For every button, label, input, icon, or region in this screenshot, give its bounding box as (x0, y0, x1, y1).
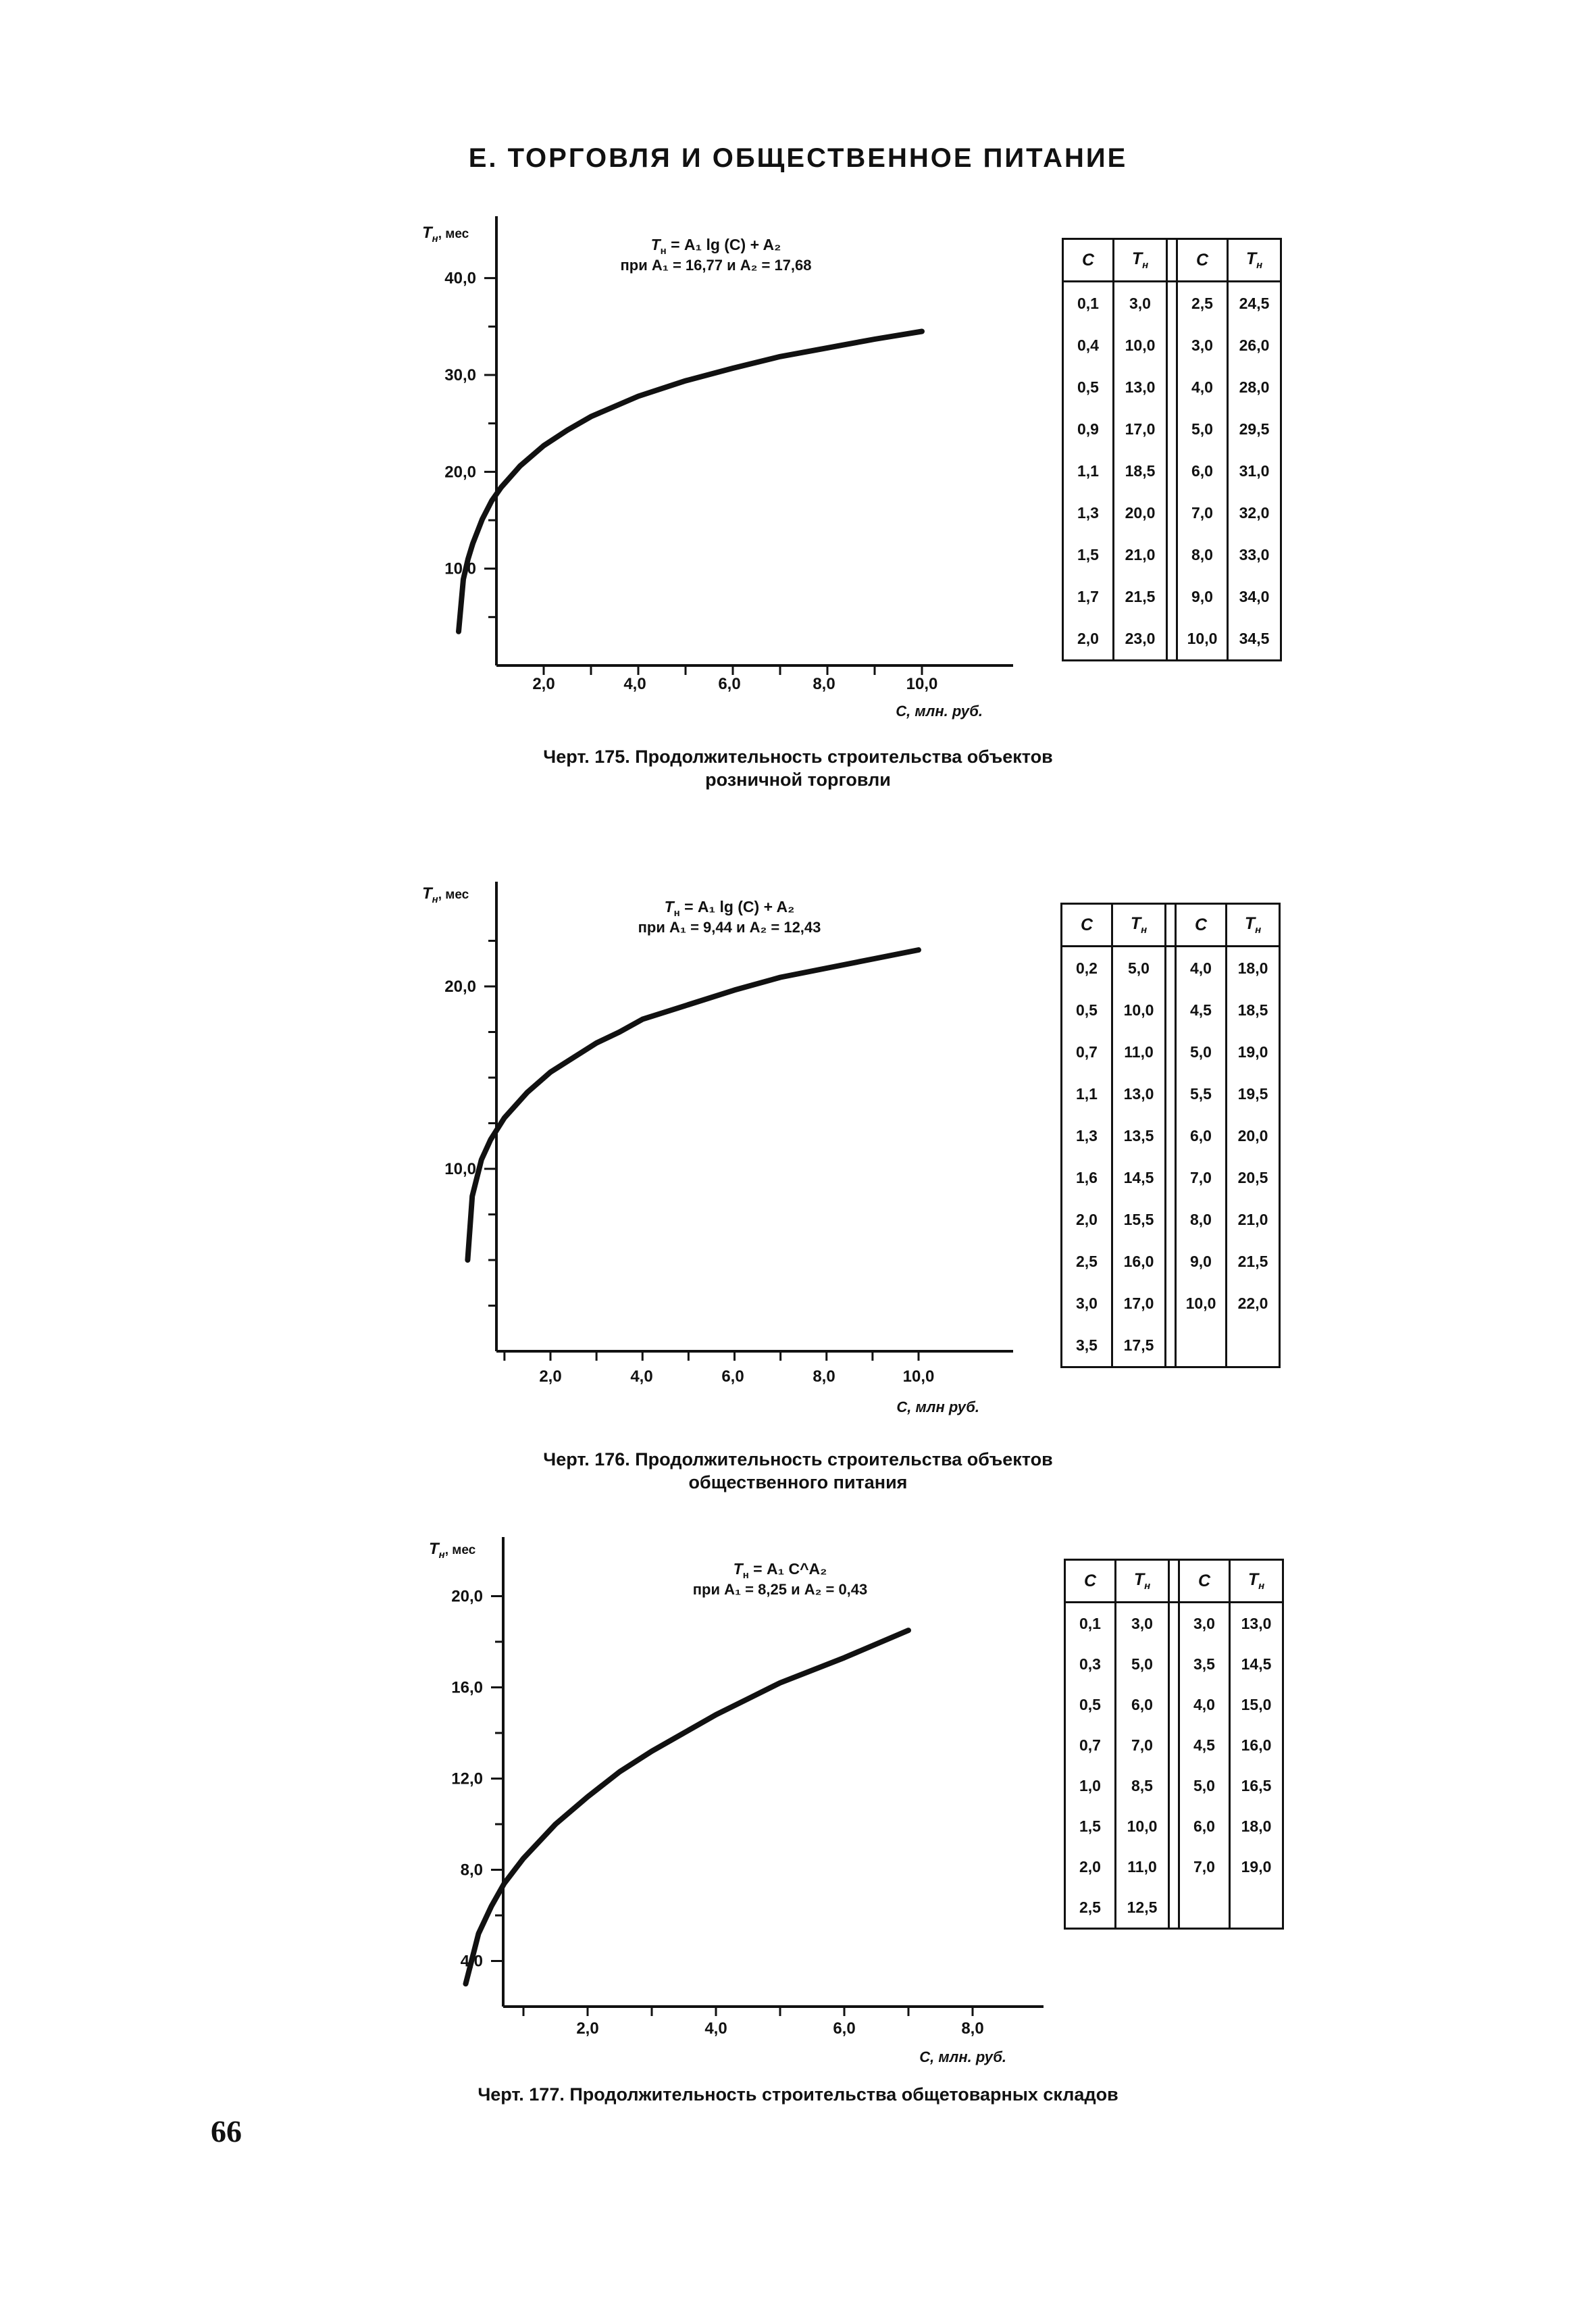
table-cell: 13,0 (1112, 1073, 1166, 1115)
table-header-row (1065, 1560, 1283, 1603)
table-cell: 5,0 (1112, 947, 1166, 990)
table-cell: 5,0 (1179, 1765, 1230, 1806)
table-cell: 18,0 (1230, 1806, 1283, 1846)
table-cell: 15,0 (1230, 1684, 1283, 1725)
data-point (715, 1714, 717, 1715)
table-cell: 10,0 (1176, 1282, 1227, 1324)
table-cell: 17,0 (1114, 408, 1167, 450)
x-axis-label: С, млн руб. (896, 1399, 979, 1415)
table-cell: 26,0 (1228, 324, 1281, 366)
table-cell: 14,5 (1112, 1157, 1166, 1199)
table-cell: 21,0 (1227, 1199, 1280, 1240)
y-tick-label: 20,0 (451, 1587, 483, 1606)
table-cell: 1,1 (1063, 450, 1114, 492)
data-point (684, 1732, 685, 1734)
x-tick-label: 2,0 (539, 1367, 562, 1386)
table-gap (1169, 1846, 1179, 1887)
x-tick-label: 4,0 (623, 675, 646, 693)
table-gap (1169, 1765, 1179, 1806)
table-cell: 3,0 (1114, 282, 1167, 325)
table-cell: 33,0 (1228, 534, 1281, 576)
page-number: 66 (211, 2114, 242, 2148)
header-duration: $T_н$ (1116, 1560, 1169, 1603)
table-cell: 28,0 (1228, 366, 1281, 408)
table-cell: 2,0 (1065, 1846, 1116, 1887)
table-cell: 0,9 (1063, 408, 1114, 450)
table-cell: 1,5 (1063, 534, 1114, 576)
data-point (523, 1858, 524, 1859)
table-cell: 21,5 (1114, 576, 1167, 618)
table-gap (1169, 1644, 1179, 1684)
table-row (1065, 1765, 1283, 1806)
y-tick-label: 30,0 (444, 366, 476, 384)
table-cell: 5,0 (1116, 1644, 1169, 1684)
y-tick-label: 16,0 (451, 1678, 483, 1697)
table-cell: 0,3 (1065, 1644, 1116, 1684)
table-cell: 12,5 (1116, 1887, 1169, 1929)
x-tick-label: 2,0 (576, 2019, 599, 2038)
table-cell: 1,3 (1062, 1115, 1112, 1157)
x-tick-label: 8,0 (813, 1367, 835, 1386)
table-cell: 18,5 (1227, 989, 1280, 1031)
x-tick-label: 4,0 (630, 1367, 653, 1386)
table-cell: 16,0 (1230, 1725, 1283, 1765)
table-cell: 13,0 (1114, 366, 1167, 408)
y-axis-label: $T_н^{, мес}$ (422, 224, 469, 245)
table-cell: 7,0 (1116, 1725, 1169, 1765)
table-cell: 6,0 (1116, 1684, 1169, 1725)
table-cell: 19,0 (1227, 1031, 1280, 1073)
y-tick-label: 8,0 (460, 1861, 483, 1880)
y-tick-label: 4,0 (460, 1952, 483, 1971)
table-cell: 17,0 (1112, 1282, 1166, 1324)
table-cell: 0,2 (1062, 947, 1112, 990)
table-cell: 15,5 (1112, 1199, 1166, 1240)
formula: $T_н = A_1$ lg (C) + A₂ (650, 236, 781, 257)
table-cell: 24,5 (1228, 282, 1281, 325)
table-cell: 8,0 (1177, 534, 1228, 576)
table-cell: 10,0 (1114, 324, 1167, 366)
table-cell: 1,7 (1063, 576, 1114, 618)
data-point (587, 1796, 588, 1798)
table-cell: 6,0 (1177, 450, 1228, 492)
table-cell: 9,0 (1176, 1240, 1227, 1282)
table-cell: 16,5 (1230, 1765, 1283, 1806)
data-point (779, 1682, 781, 1684)
table-cell: 3,0 (1179, 1603, 1230, 1644)
table-cell: 3,5 (1179, 1644, 1230, 1684)
table-cell: 0,5 (1062, 989, 1112, 1031)
caption-177 (0, 2083, 1596, 2106)
table-row (1065, 1644, 1283, 1684)
x-tick-label: 6,0 (718, 675, 741, 693)
table-cell: 18,0 (1227, 947, 1280, 990)
formula-parameters: при A₁ = 8,25 и A₂ = 0,43 (692, 1581, 868, 1598)
formula-parameters: при A₁ = 16,77 и A₂ = 17,68 (620, 257, 812, 274)
table-cell: 9,0 (1177, 576, 1228, 618)
header-duration: $T_н$ (1227, 904, 1280, 947)
y-tick-label: 10,0 (444, 1160, 476, 1178)
x-tick-label: 4,0 (704, 2019, 727, 2038)
table-cell: 17,5 (1112, 1324, 1166, 1367)
table-cell: 4,0 (1179, 1684, 1230, 1725)
table-cell: 34,5 (1228, 618, 1281, 661)
table-row (1065, 1684, 1283, 1725)
header-cost: С (1063, 239, 1114, 282)
table-cell: 13,0 (1230, 1603, 1283, 1644)
caption-line-1: Черт. 177. Продолжительность строительства общетоварных складов (478, 2084, 1118, 2105)
table-cell: 7,0 (1179, 1846, 1230, 1887)
table-cell (1179, 1887, 1230, 1929)
table-cell: 10,0 (1177, 618, 1228, 661)
table-row (1065, 1887, 1283, 1929)
table-cell: 6,0 (1179, 1806, 1230, 1846)
header-cost: С (1177, 239, 1228, 282)
table-cell: 0,1 (1063, 282, 1114, 325)
series-line (466, 1630, 909, 1984)
table-cell: 1,6 (1062, 1157, 1112, 1199)
header-cost: С (1176, 904, 1227, 947)
caption-line-2: розничной торговли (705, 770, 891, 790)
table-cell: 2,5 (1177, 282, 1228, 325)
table-cell: 32,0 (1228, 492, 1281, 534)
table-cell: 1,5 (1065, 1806, 1116, 1846)
table-cell: 19,0 (1230, 1846, 1283, 1887)
table-cell: 0,7 (1065, 1725, 1116, 1765)
x-axis-label: С, млн. руб. (896, 703, 983, 720)
x-tick-label: 6,0 (833, 2019, 856, 2038)
data-point (651, 1751, 652, 1752)
table-cell: 8,5 (1116, 1765, 1169, 1806)
table-cell: 10,0 (1116, 1806, 1169, 1846)
table-cell: 3,0 (1177, 324, 1228, 366)
y-tick-label: 40,0 (444, 269, 476, 288)
table-cell: 20,5 (1227, 1157, 1280, 1199)
table-cell: 3,0 (1062, 1282, 1112, 1324)
table-gap (1169, 1560, 1179, 1603)
formula-parameters: при A₁ = 9,44 и A₂ = 12,43 (638, 919, 821, 936)
data-point (465, 1983, 467, 1984)
data-point (555, 1823, 557, 1825)
table-row (1065, 1806, 1283, 1846)
table-cell: 2,5 (1062, 1240, 1112, 1282)
table-cell: 8,0 (1176, 1199, 1227, 1240)
table-cell: 34,0 (1228, 576, 1281, 618)
header-duration: $T_н$ (1114, 239, 1167, 282)
y-tick-label: 20,0 (444, 978, 476, 996)
table-cell: 1,0 (1065, 1765, 1116, 1806)
table-cell: 5,5 (1176, 1073, 1227, 1115)
header-cost: С (1065, 1560, 1116, 1603)
table-cell: 29,5 (1228, 408, 1281, 450)
table-cell: 4,5 (1176, 989, 1227, 1031)
header-cost: С (1062, 904, 1112, 947)
x-tick-label: 8,0 (813, 675, 835, 693)
table-cell: 0,5 (1063, 366, 1114, 408)
x-axis-label: С, млн. руб. (919, 2048, 1006, 2065)
table-cell: 1,1 (1062, 1073, 1112, 1115)
data-point (504, 1883, 505, 1884)
table-gap (1169, 1725, 1179, 1765)
table-cell: 0,5 (1065, 1684, 1116, 1725)
table-cell: 16,0 (1112, 1240, 1166, 1282)
header-duration: $T_н$ (1112, 904, 1166, 947)
table-cell: 20,0 (1227, 1115, 1280, 1157)
x-tick-label: 10,0 (902, 1367, 935, 1386)
table-cell: 4,0 (1177, 366, 1228, 408)
table-cell: 4,5 (1179, 1725, 1230, 1765)
table-gap (1169, 1887, 1179, 1929)
caption-line-1: Черт. 175. Продолжительность строительства объектов (543, 747, 1053, 767)
table-cell: 10,0 (1112, 989, 1166, 1031)
table-cell: 7,0 (1177, 492, 1228, 534)
table-cell: 4,0 (1176, 947, 1227, 990)
formula: $T_н = A_1$ C^A₂ (733, 1560, 827, 1581)
data-point (908, 1630, 909, 1631)
caption-line-2: общественного питания (688, 1472, 908, 1492)
table-cell: 19,5 (1227, 1073, 1280, 1115)
table-cell: 2,0 (1063, 618, 1114, 661)
table-cell: 23,0 (1114, 618, 1167, 661)
table-cell (1230, 1887, 1283, 1929)
table-cell: 14,5 (1230, 1644, 1283, 1684)
table-row (1065, 1603, 1283, 1644)
header-cost: С (1179, 1560, 1230, 1603)
table-cell: 20,0 (1114, 492, 1167, 534)
table-row (1065, 1725, 1283, 1765)
y-tick-label: 20,0 (444, 463, 476, 482)
data-point (844, 1657, 845, 1659)
x-tick-label: 6,0 (721, 1367, 744, 1386)
table-cell: 0,7 (1062, 1031, 1112, 1073)
x-tick-label: 10,0 (906, 675, 938, 693)
table-cell: 13,5 (1112, 1115, 1166, 1157)
table-cell: 21,5 (1227, 1240, 1280, 1282)
table-gap (1169, 1684, 1179, 1725)
table-cell: 11,0 (1112, 1031, 1166, 1073)
data-point (619, 1771, 621, 1772)
table-cell: 0,4 (1063, 324, 1114, 366)
table-cell: 6,0 (1176, 1115, 1227, 1157)
caption-line-1: Черт. 176. Продолжительность строительства объектов (543, 1449, 1053, 1469)
section-title: Е. ТОРГОВЛЯ И ОБЩЕСТВЕННОЕ ПИТАНИЕ (468, 143, 1128, 173)
table-gap (1169, 1806, 1179, 1846)
table-cell: 7,0 (1176, 1157, 1227, 1199)
table-cell: 0,1 (1065, 1603, 1116, 1644)
table-row (1065, 1846, 1283, 1887)
data-point (491, 1906, 492, 1907)
table-cell: 11,0 (1116, 1846, 1169, 1887)
data-table-177 (1064, 1559, 1284, 1930)
table-cell: 5,0 (1177, 408, 1228, 450)
x-tick-label: 2,0 (532, 675, 555, 693)
table-cell: 1,3 (1063, 492, 1114, 534)
data-point (748, 1698, 749, 1699)
y-axis-label: $T_н^{, мес}$ (422, 884, 469, 905)
table-cell: 21,0 (1114, 534, 1167, 576)
data-point (478, 1933, 480, 1934)
table-gap (1169, 1603, 1179, 1644)
header-duration: $T_н$ (1230, 1560, 1283, 1603)
table-cell: 2,5 (1065, 1887, 1116, 1929)
table-cell: 31,0 (1228, 450, 1281, 492)
formula: $T_н = A_1$ lg (C) + A₂ (664, 898, 795, 919)
x-tick-label: 8,0 (961, 2019, 984, 2038)
y-tick-label: 12,0 (451, 1769, 483, 1788)
header-duration: $T_н$ (1228, 239, 1281, 282)
y-axis-label: $T_н^{, мес}$ (429, 1540, 476, 1561)
table-cell: 22,0 (1227, 1282, 1280, 1324)
table-cell: 3,5 (1062, 1324, 1112, 1367)
table-cell: 5,0 (1176, 1031, 1227, 1073)
table-cell: 2,0 (1062, 1199, 1112, 1240)
table-cell: 3,0 (1116, 1603, 1169, 1644)
table-cell: 18,5 (1114, 450, 1167, 492)
y-tick-label: 10,0 (444, 559, 476, 578)
